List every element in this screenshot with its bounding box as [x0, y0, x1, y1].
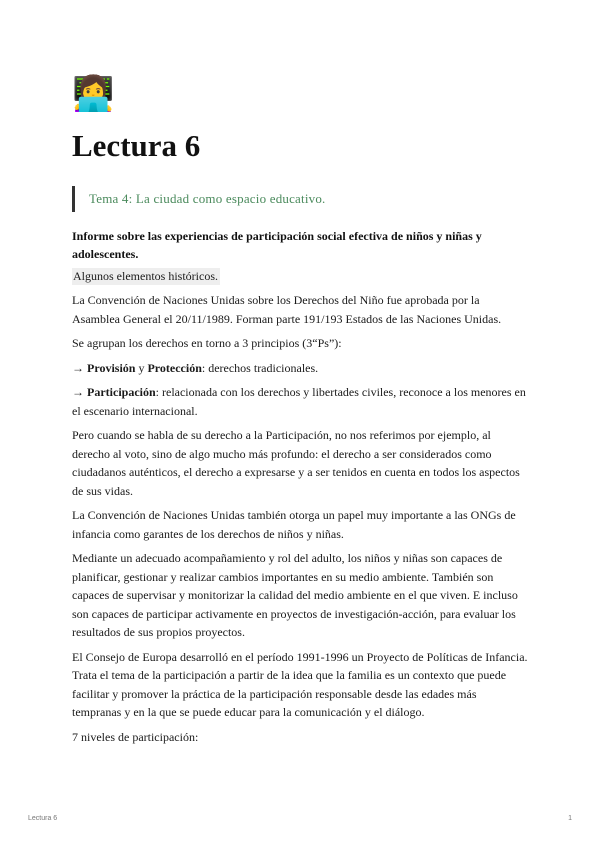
term-participation: Participación: [87, 385, 156, 399]
item-description: : relacionada con los derechos y libertades civiles, reconoce a los menores en el escenario internacional.: [72, 385, 526, 418]
list-item-participation: [72, 383, 528, 420]
footer-title: Lectura 6: [28, 815, 58, 822]
connector-text: y: [135, 360, 148, 375]
highlighted-subheading: Algunos elementos históricos.: [73, 269, 218, 283]
document-page: [72, 74, 528, 746]
term-protection: Protección: [147, 360, 202, 375]
paragraph-levels: 7 niveles de participación:: [72, 729, 199, 744]
woman-technologist-icon: 👩‍💻: [72, 74, 115, 114]
callout-topic: Tema 4: La ciudad como espacio educativo.: [72, 186, 528, 212]
paragraph-adult-role: Mediante un adecuado acompañamiento y rol del adulto, los niños y niñas son capaces de planificar, gestionar y realizar cambios importantes en su medio ambiente. También son capaces de supervisar y monitorizar la calidad del medio ambiente en el que viven. E incluso son capaces de participar activamente en proyectos de investigación-acción, para evaluar los resultados de sus propios proyectos.: [72, 551, 518, 639]
paragraph-ngos: La Convención de Naciones Unidas también otorga un papel muy importante a las ONGs de infancia como garantes de los derechos de niños y niñas.: [72, 508, 516, 541]
footer-page-number: 1: [568, 815, 572, 822]
report-heading: Informe sobre las experiencias de participación social efectiva de niños y niñas y adolescentes.: [72, 229, 482, 261]
term-provision: Provisión: [87, 360, 136, 375]
paragraph-council-europe: El Consejo de Europa desarrolló en el período 1991-1996 un Proyecto de Políticas de Infancia. Trata el tema de la participación a partir de la idea que la familia es un contexto que puede facilitar y promover la práctica de la participación responsable desde las edades más tempranas y en la que se puede educar para la comunicación y el diálogo.: [72, 649, 528, 719]
paragraph-principles: Se agrupan los derechos en torno a 3 principios (3“Ps”):: [72, 336, 342, 350]
arrow-icon: →: [72, 360, 84, 375]
paragraph-participation-right: Pero cuando se habla de su derecho a la Participación, no nos referimos por ejemplo, al derecho al voto, sino de algo mucho más profundo: el derecho a ser considerados como ciudadanos auténticos, el derecho a expresarse y a ser tenidos en cuenta en todos los aspectos de sus vidas.: [72, 428, 520, 498]
arrow-icon: →: [72, 385, 84, 399]
list-item-provision: [72, 359, 528, 378]
paragraph-convention: La Convención de Naciones Unidas sobre los Derechos del Niño fue aprobada por la Asamblea General el 20/11/1989. Forman parte 191/193 Estados de las Naciones Unidas.: [72, 293, 502, 326]
item-description: : derechos tradicionales.: [201, 360, 319, 375]
page-title: Lectura 6: [72, 128, 201, 163]
